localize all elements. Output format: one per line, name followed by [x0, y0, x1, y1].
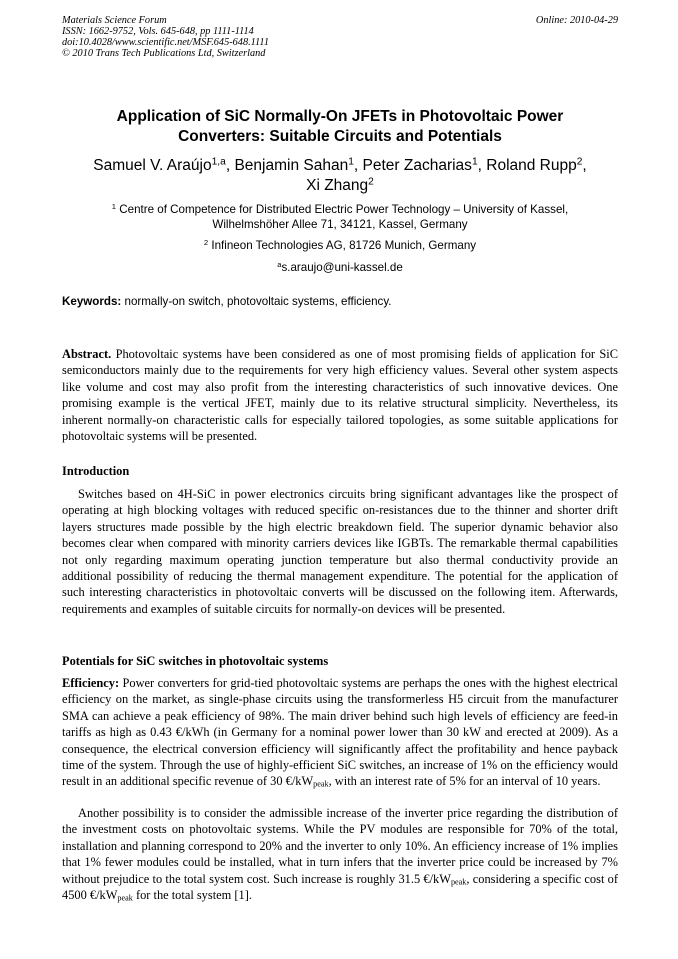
- issn-line: ISSN: 1662-9752, Vols. 645-648, pp 1111-1114: [62, 26, 254, 37]
- subscript-peak: peak: [117, 893, 133, 903]
- keywords-text: normally-on switch, photovoltaic systems, efficiency.: [124, 295, 392, 308]
- author-affiliation-mark: 1: [348, 156, 354, 168]
- author-line-2: [62, 176, 618, 196]
- author-affiliation-mark: 2: [576, 156, 583, 168]
- abstract-text: Photovoltaic systems have been considered as one of most promising fields of application for SiC semiconductors mainly due to the requirements for very high efficiency values. Several other system aspects like volume and cost may also profit from the interesting characteristics of such innovative devices. One promising example is the vertical JFET, mainly due to its relative structural simplicity. Nevertheless, its inherent normally-on characteristic calls for especially tailored topologies, as some suitable applications for photovoltaic systems will be presented.: [62, 347, 618, 444]
- efficiency-label: Efficiency:: [62, 676, 120, 690]
- investment-text-tail: for the total system [1].: [132, 888, 252, 903]
- contact-email: [62, 260, 618, 275]
- investment-text: Another possibility is to consider the admissible increase of the inverter price regarding the distribution of the investment costs on photovoltaic systems. While the PV modules are responsible for 70% of the total, installation and planning correspond to 20% and the inverter to only 10%. An efficiency increase of 1% implies that 1% fewer modules could be installed, what in turn infers that the inverter price could be increased by 7% without prejudice to the total system cost. Such increase is roughly 31.5 €/kW: [62, 806, 618, 886]
- author-name: Xi Zhang: [306, 177, 369, 194]
- keywords-label: Keywords:: [62, 295, 122, 308]
- author-name: Peter Zacharias: [362, 157, 472, 174]
- keywords: [62, 294, 618, 309]
- title-line-1: Application of SiC Normally-On JFETs in Photovoltaic Power: [116, 108, 564, 125]
- author-line-1: Samuel V. Araújo$^{1,a}$, Benjamin Sahan$^1$, Peter Zacharias$^1$, Roland Rupp$^2$,: [93, 156, 587, 174]
- introduction-paragraph: Switches based on 4H-SiC in power electronics circuits bring significant advantages like the prospect of operating at high blocking voltages with reduced specific on-resistances due to the thinner and shorter drift layers structures made possible by the high electric breakdown field. The superior dynamic behavior also becomes clear when compared with minority carriers devices like IGBTs. The remarkable thermal capabilities not only regarding maximum operating junction temperature but also thermal conductivity provide an additional possibility of reducing the thermal management expenditure. The potential for the application of such interesting characteristics in photovoltaic converts will be discussed on the following item. Afterwards, requirements and examples of suitable circuits for normally-on devices will be presented.: [62, 487, 618, 616]
- efficiency-text: Power converters for grid-tied photovoltaic systems are perhaps the ones with the highest electrical efficiency on the market, as single-phase circuits using the transformerless H5 circuit from the manufacturer SMA can achieve a peak efficiency of 98%. The main driver behind such high levels of efficiency are feed-in tariffs as high as 0.43 €/kWh (in Germany for a nominal power lower than 30 kW and erected at 2009). As a consequence, the electrical conversion efficiency will significantly affect the profitability and hence payback time of the system. Through the use of highly-efficient SiC switches, an increase of 1% on the efficiency would result in an additional specific revenue of 30 €/kW: [62, 676, 618, 789]
- title-line-2: Converters: Suitable Circuits and Potentials: [178, 128, 502, 145]
- paper-title: [62, 107, 618, 147]
- subscript-peak: peak: [450, 877, 467, 887]
- author-affiliation-mark: 1: [471, 156, 478, 168]
- affiliation-2-text: Infineon Technologies AG, 81726 Munich, Germany: [211, 239, 477, 252]
- author-affiliation-mark: 2: [368, 176, 374, 188]
- investment-text-mid: , considering a specific cost of 4500 €/kW: [62, 871, 618, 903]
- efficiency-text-tail: , with an interest rate of 5% for an interval of 10 years.: [328, 774, 601, 789]
- abstract-paragraph: [62, 346, 618, 444]
- author-affiliation-mark: 1,a: [211, 156, 226, 168]
- online-date: Online: 2010-04-29: [535, 15, 618, 26]
- affiliation-1-line-1: [62, 202, 618, 217]
- efficiency-paragraph: [62, 675, 618, 790]
- affiliation-2: [62, 238, 618, 253]
- investment-paragraph: [62, 805, 618, 903]
- affiliation-1-text: Centre of Competence for Distributed Electric Power Technology – University of Kassel,: [119, 203, 569, 216]
- affiliation-mark: 1: [111, 201, 117, 211]
- affiliation-1: [62, 202, 618, 232]
- author-name: Benjamin Sahan: [234, 157, 349, 174]
- subscript-peak: peak: [313, 780, 329, 790]
- introduction-heading: Introduction: [62, 464, 130, 478]
- email-address: s.araujo@uni-kassel.de: [281, 261, 403, 274]
- doi-line: doi:10.4028/www.scientific.net/MSF.645-648.1111: [62, 37, 269, 48]
- copyright-line: © 2010 Trans Tech Publications Ltd, Switzerland: [62, 48, 266, 59]
- author-list: [62, 156, 618, 196]
- affiliation-1-line-2: Wilhelmshöher Allee 71, 34121, Kassel, Germany: [212, 218, 468, 231]
- journal-name: Materials Science Forum: [62, 15, 167, 26]
- abstract-label: Abstract.: [62, 347, 112, 361]
- affiliation-mark: 2: [203, 237, 209, 247]
- author-name: Samuel V. Araújo: [93, 157, 212, 174]
- journal-header: [62, 15, 618, 59]
- author-name: Roland Rupp: [486, 157, 577, 174]
- potentials-heading: Potentials for SiC switches in photovoltaic systems: [62, 654, 329, 668]
- email-mark: a: [277, 259, 282, 269]
